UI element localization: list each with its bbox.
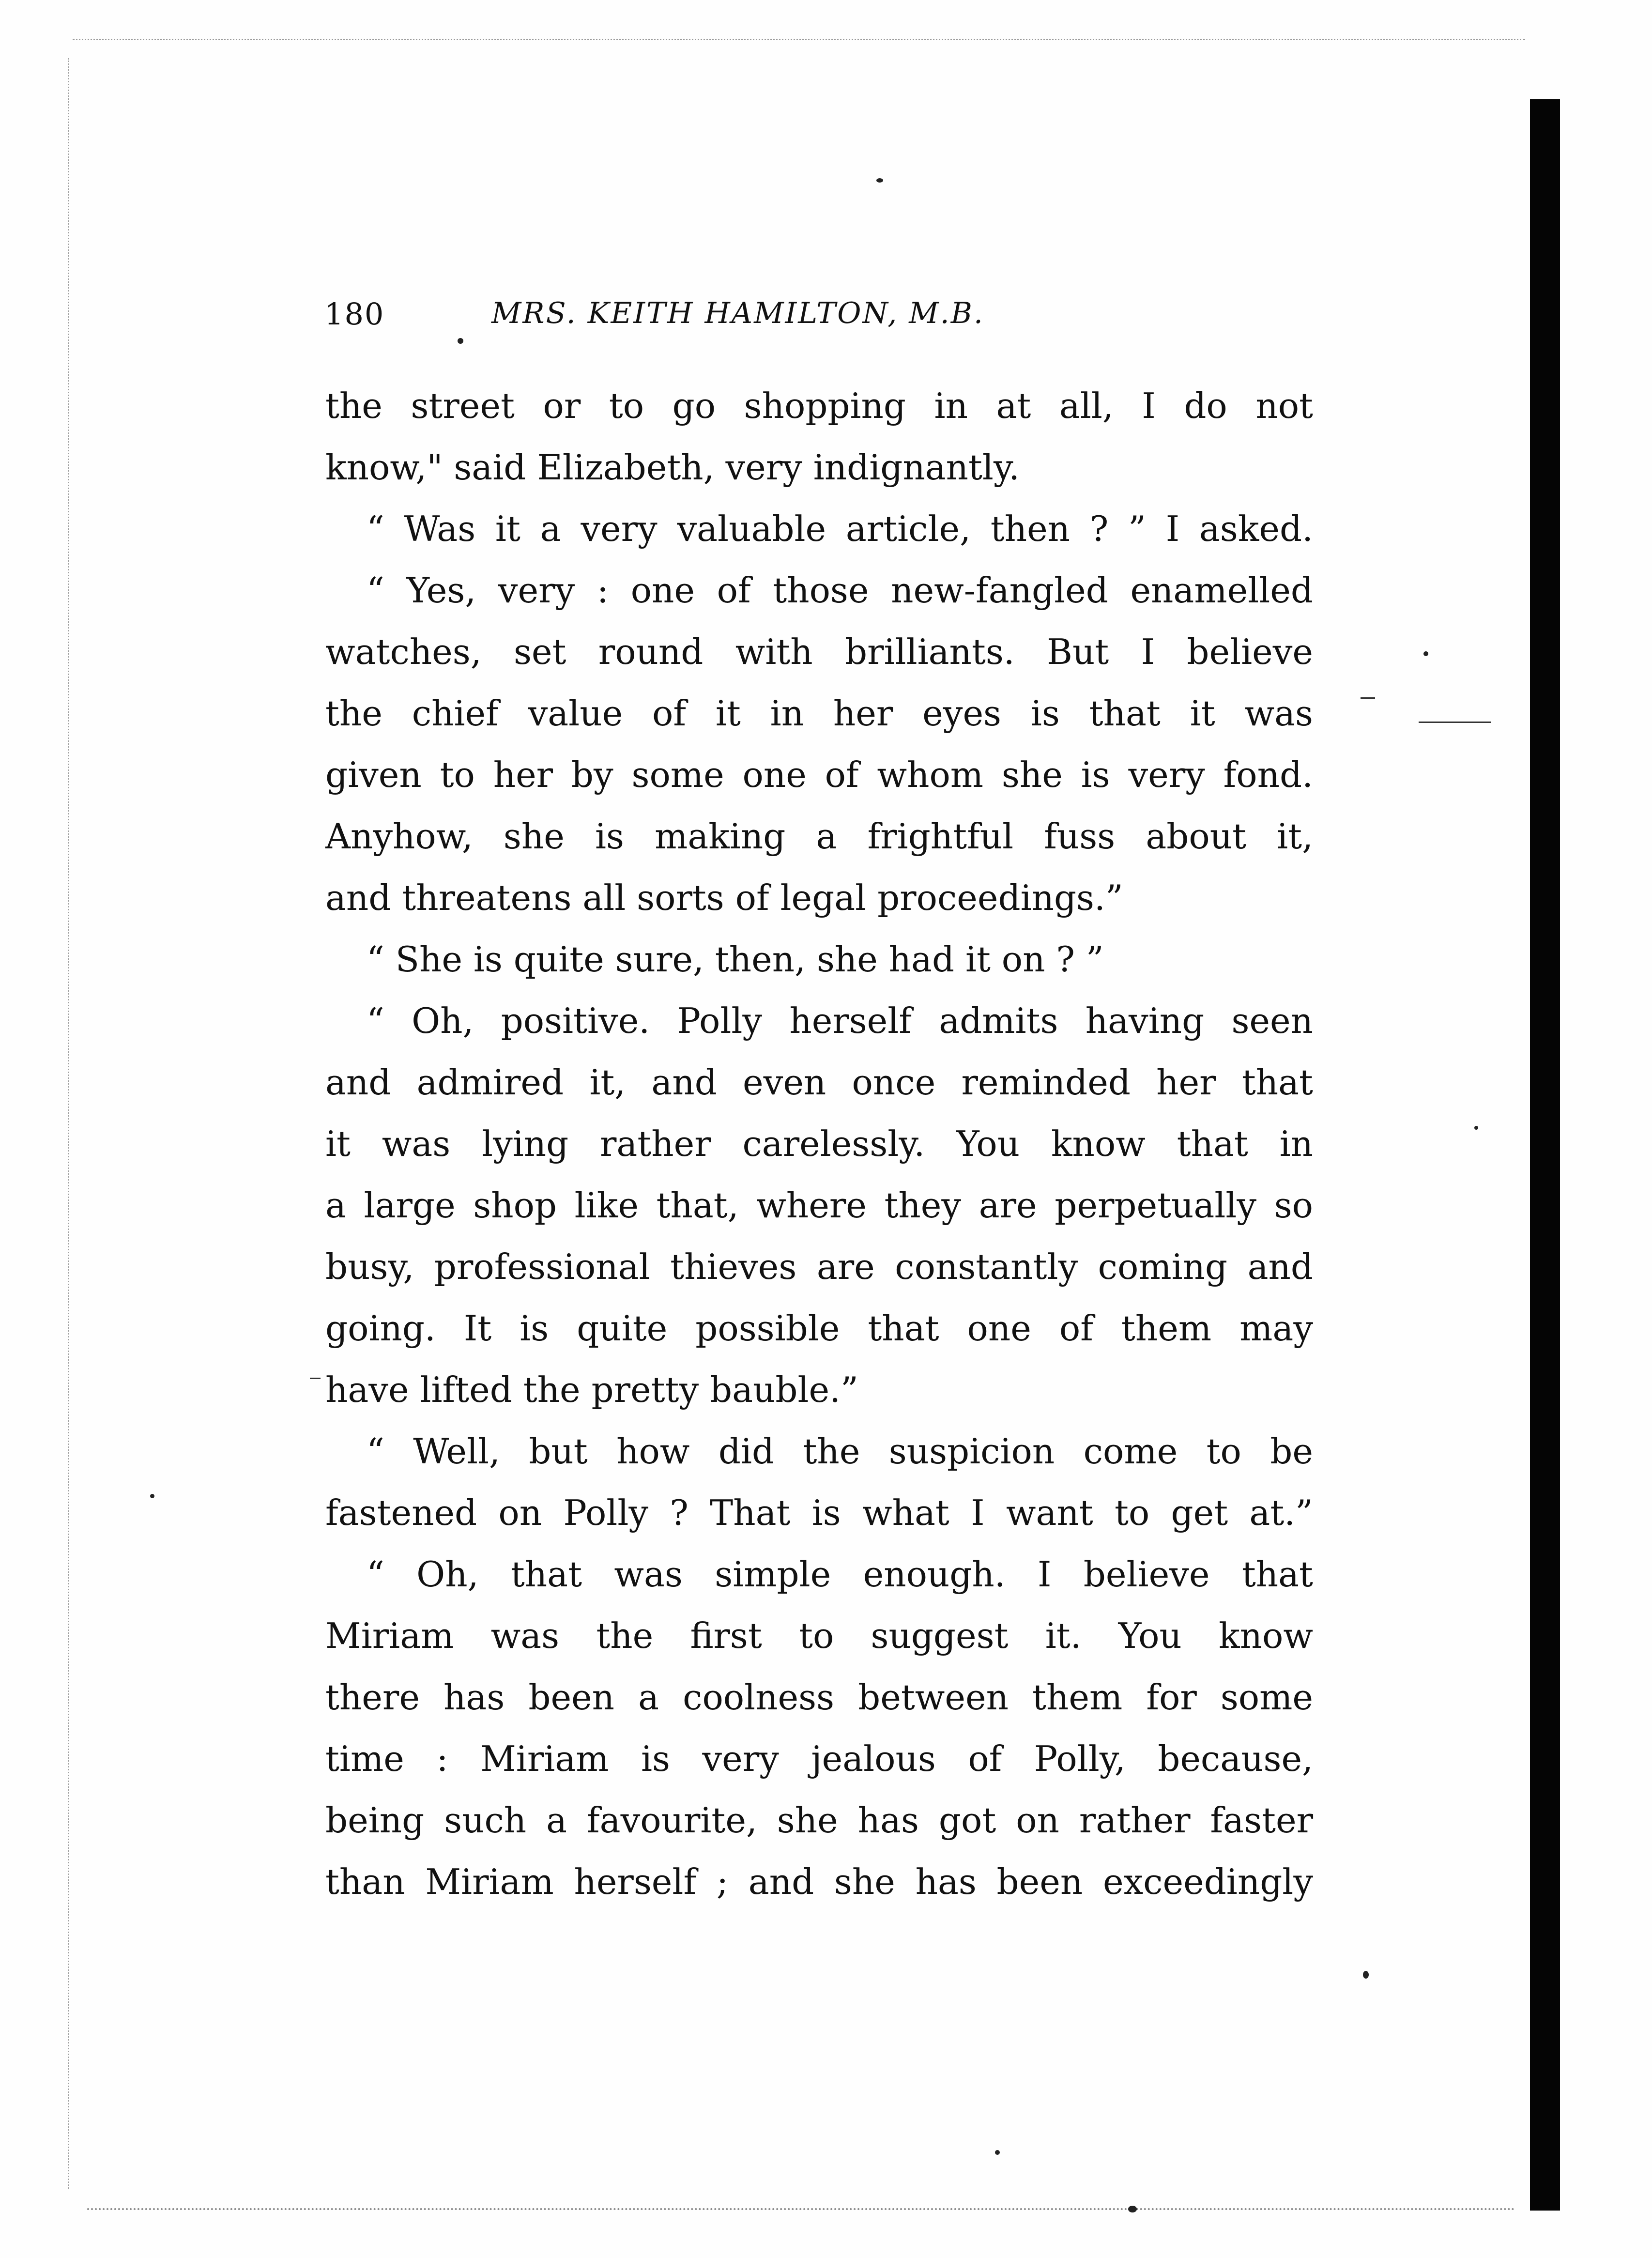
text-line: “ She is quite sure, then, she had it on ? ”	[367, 939, 1104, 980]
scan-speck	[150, 1494, 154, 1498]
text-line: know," said Elizabeth, very indignantly.	[325, 447, 1020, 488]
text-line: the chief value of it in her eyes is that it was	[325, 693, 1313, 734]
text-line: Miriam was the first to suggest it. You know	[325, 1615, 1313, 1656]
scan-speck	[1423, 651, 1428, 656]
scan-speck	[876, 178, 883, 183]
scan-dash	[1419, 722, 1491, 723]
running-title: MRS. KEITH HAMILTON, M.B.	[491, 296, 984, 330]
text-line: a large shop like that, where they are perpetually so	[325, 1185, 1313, 1226]
text-line: given to her by some one of whom she is very fond.	[325, 754, 1313, 795]
scan-dash	[310, 1378, 321, 1379]
text-line: “ Yes, very : one of those new-fangled enamelled	[367, 570, 1313, 611]
text-line: the street or to go shopping in at all, I do not	[325, 385, 1313, 426]
scan-speck	[1474, 1126, 1478, 1130]
text-line: “ Oh, that was simple enough. I believe that	[367, 1554, 1313, 1595]
text-line: “ Well, but how did the suspicion come to be	[367, 1431, 1313, 1472]
scan-bottom-edge	[87, 2208, 1515, 2210]
scan-speck	[1363, 1971, 1369, 1979]
text-line: Anyhow, she is making a frightful fuss about it,	[325, 816, 1313, 857]
scan-top-edge	[73, 39, 1525, 40]
text-line: “ Was it a very valuable article, then ? ” I asked.	[367, 508, 1313, 549]
text-line: there has been a coolness between them for some	[325, 1677, 1313, 1718]
text-line: “ Oh, positive. Polly herself admits having seen	[367, 1000, 1313, 1041]
text-line: fastened on Polly ? That is what I want to get at.”	[325, 1492, 1313, 1533]
text-line: busy, professional thieves are constantly coming and	[325, 1246, 1313, 1287]
text-line: and admired it, and even once reminded her that	[325, 1062, 1313, 1103]
text-line: watches, set round with brilliants. But I believe	[325, 631, 1313, 672]
scan-speck	[995, 2150, 1000, 2155]
text-line: have lifted the pretty bauble.”	[325, 1369, 858, 1410]
body-text	[325, 375, 1313, 1913]
page-number: 180	[324, 296, 385, 332]
scan-left-edge	[68, 58, 69, 2189]
text-line: and threatens all sorts of legal proceedings.”	[325, 877, 1123, 918]
text-line: going. It is quite possible that one of them may	[325, 1308, 1313, 1349]
text-line: it was lying rather carelessly. You know that in	[325, 1123, 1313, 1164]
text-line: being such a favourite, she has got on rather faster	[325, 1800, 1313, 1841]
running-head	[324, 296, 1099, 340]
text-line: time : Miriam is very jealous of Polly, because,	[325, 1738, 1313, 1779]
text-line: than Miriam herself ; and she has been exceedingly	[325, 1861, 1313, 1902]
scan-speck	[1128, 2206, 1137, 2212]
scan-dash	[1361, 697, 1375, 699]
scan-spine-shadow	[1530, 99, 1560, 2211]
